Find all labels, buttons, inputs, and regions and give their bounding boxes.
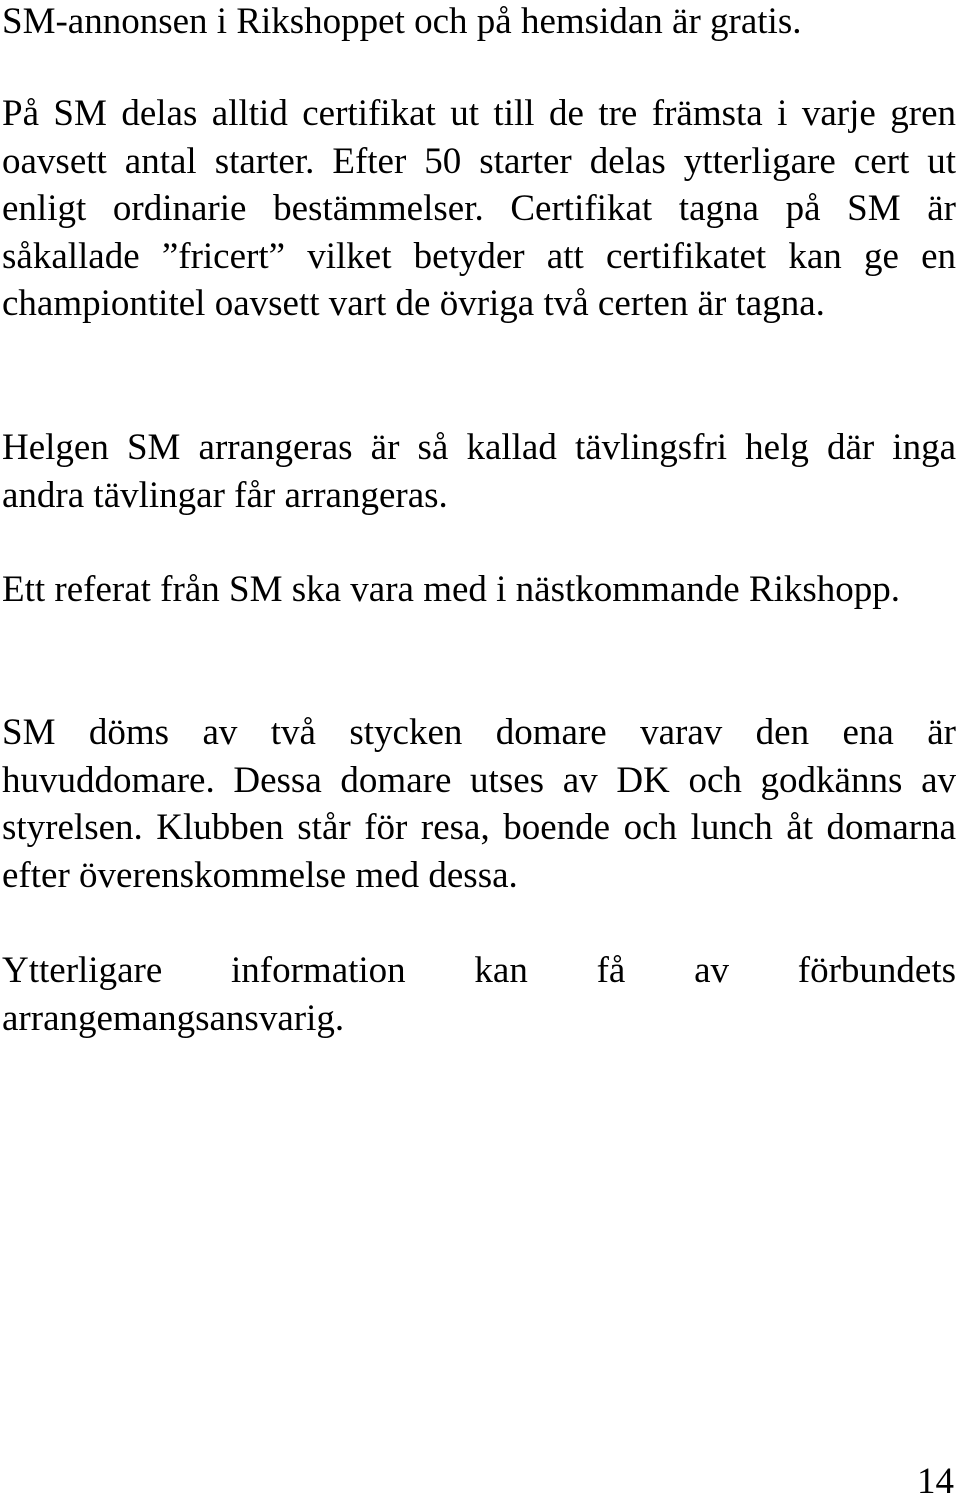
paragraph-further-information: Ytterligare information kan få av förbundets arrangemangsansvarig. [2,950,956,1039]
paragraph-competition-free-weekend: Helgen SM arrangeras är så kallad tävlingsfri helg där inga andra tävlingar får arrangeras. [2,427,956,516]
paragraph-sm-announcement: SM-annonsen i Rikshoppet och på hemsidan är gratis. [2,1,802,42]
paragraph-certificates: På SM delas alltid certifikat ut till de tre främsta i varje gren oavsett antal starter. Efter 50 starter delas ytterligare cert ut enligt ordinarie bestämmelser. Certifikat tagna på SM är såkallade ”fricert” vilket betyder att certifikatet kan ge en championtitel oavsett vart de övriga två certen är tagna. [2,93,956,324]
paragraph-judges: SM döms av två stycken domare varav den ena är huvuddomare. Dessa domare utses av DK och godkänns av styrelsen. Klubben står för resa, boende och lunch åt domarna efter överenskommelse med dessa. [2,712,956,896]
paragraph-report: Ett referat från SM ska vara med i nästkommande Rikshopp. [2,569,901,610]
page-number: 14 [917,1461,954,1502]
